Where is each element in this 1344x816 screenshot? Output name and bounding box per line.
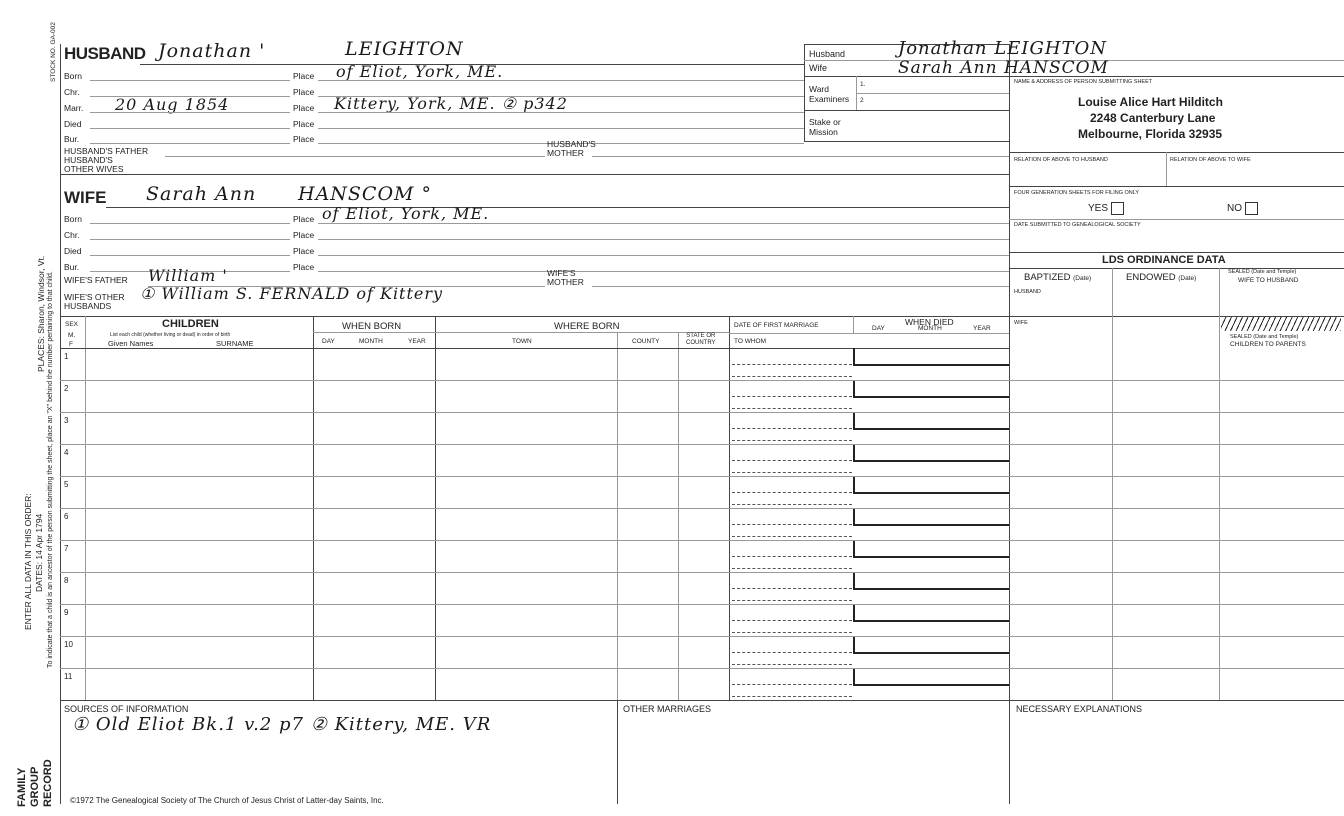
right-wife-name[interactable]: Sarah Ann HANSCOM	[898, 58, 1109, 78]
where-born-header: WHERE BORN	[554, 321, 620, 332]
husband-heading: HUSBAND	[64, 44, 146, 63]
sealed-wife-2: WIFE TO HUSBAND	[1238, 277, 1299, 284]
died-bracket	[853, 636, 1009, 654]
examiner-1[interactable]: 1.	[860, 81, 866, 88]
marriage-dash-line	[732, 460, 852, 461]
state-header: STATE OR COUNTRY	[686, 333, 716, 346]
baptized-label: BAPTIZED	[1024, 272, 1071, 283]
husband-marr-label: Marr.	[64, 103, 84, 113]
child-number: 11	[64, 672, 73, 681]
husbands-mother-label: HUSBAND'S MOTHER	[547, 139, 596, 158]
submitter-label: NAME & ADDRESS OF PERSON SUBMITTING SHEET	[1014, 79, 1153, 85]
child-number: 2	[64, 384, 69, 393]
right-section-border	[1009, 44, 1010, 804]
marriage-dash-line	[732, 652, 852, 653]
died-year-header: YEAR	[973, 325, 991, 332]
right-wife-label: Wife	[809, 63, 827, 73]
marriage-dash-line	[732, 588, 852, 589]
husband-died-label: Died	[64, 119, 82, 129]
no-label: NO	[1227, 203, 1242, 215]
yes-label: YES	[1088, 203, 1109, 215]
marriage-dash-line	[732, 492, 852, 493]
child-number: 5	[64, 480, 69, 489]
wife-bur-place-label: Place	[293, 262, 315, 272]
wife-heading: WIFE	[64, 188, 107, 207]
husband-bur-place-label: Place	[293, 134, 315, 144]
sex-m: M.	[68, 332, 76, 339]
submitter-name: Louise Alice Hart Hilditch	[1078, 95, 1223, 109]
wife-chr-label: Chr.	[64, 230, 80, 240]
died-day-header: DAY	[872, 325, 885, 332]
child-row[interactable]	[60, 412, 1009, 444]
child-row[interactable]	[60, 380, 1009, 412]
row-divider	[60, 380, 1344, 381]
to-whom-dash-line	[732, 472, 852, 473]
surname-header: SURNAME	[216, 339, 254, 348]
wife-died-label: Died	[64, 246, 82, 256]
wife-sealed-hatch	[1221, 317, 1341, 331]
when-died-header: WHEN DIED	[905, 317, 954, 327]
wifes-father-name[interactable]: William '	[148, 266, 228, 285]
marriage-dash-line	[732, 556, 852, 557]
sex-f: F	[69, 341, 73, 348]
title-group: GROUP	[29, 766, 41, 807]
children-title: CHILDREN	[162, 318, 219, 330]
child-row[interactable]	[60, 668, 1009, 700]
sealed-wife-1: SEALED (Date and Temple)	[1228, 269, 1297, 275]
sources-label: SOURCES OF INFORMATION	[64, 704, 189, 714]
row-divider	[60, 476, 1344, 477]
child-row[interactable]	[60, 572, 1009, 604]
children-instruction: List each child (whether living or dead) in order of birth	[110, 332, 231, 338]
row-divider	[60, 444, 1344, 445]
no-checkbox[interactable]	[1245, 202, 1258, 215]
marriage-dash-line	[732, 684, 852, 685]
child-number: 7	[64, 544, 69, 553]
sex-header: SEX	[65, 321, 79, 328]
husband-born-place-label: Place	[293, 71, 315, 81]
died-bracket	[853, 476, 1009, 494]
relation-husband-label: RELATION OF ABOVE TO HUSBAND	[1014, 157, 1108, 163]
died-bracket	[853, 604, 1009, 622]
right-husband-name[interactable]: Jonathan LEIGHTON	[898, 38, 1108, 59]
dates-note: DATES: 14 Apr 1794	[34, 513, 44, 592]
to-whom-dash-line	[732, 408, 852, 409]
child-ancestor-note: To indicate that a child is an ancestor of the person submitting the sheet, place an "X" behind the number pertaining to that child.	[47, 271, 54, 668]
title-family: FAMILY	[16, 767, 28, 807]
child-number: 9	[64, 608, 69, 617]
husband-bur-label: Bur.	[64, 134, 80, 144]
four-generation-label: FOUR GENERATION SHEETS FOR FILING ONLY	[1014, 190, 1140, 196]
died-bracket	[853, 348, 1009, 366]
husband-marr-place-label: Place	[293, 103, 315, 113]
baptized-header	[1024, 272, 1091, 283]
wife-surname[interactable]: HANSCOM °	[298, 183, 433, 205]
child-number: 4	[64, 448, 69, 457]
to-whom-dash-line	[732, 536, 852, 537]
child-row[interactable]	[60, 508, 1009, 540]
died-bracket	[853, 572, 1009, 590]
husband-surname[interactable]: LEIGHTON	[345, 38, 464, 60]
wife-died-place-label: Place	[293, 246, 315, 256]
marriage-dash-line	[732, 620, 852, 621]
town-header: TOWN	[512, 338, 532, 345]
title-record: RECORD	[42, 759, 54, 807]
other-marriages-label: OTHER MARRIAGES	[623, 704, 712, 714]
child-number: 8	[64, 576, 69, 585]
to-whom-dash-line	[732, 440, 852, 441]
row-divider	[60, 636, 1344, 637]
endowed-date-hint: (Date)	[1178, 275, 1197, 282]
husbands-other-wives-label: HUSBAND'S OTHER WIVES	[64, 155, 124, 174]
to-whom-dash-line	[732, 664, 852, 665]
to-whom-dash-line	[732, 632, 852, 633]
husband-given-name[interactable]: Jonathan '	[158, 40, 266, 62]
relation-wife-label: RELATION OF ABOVE TO WIFE	[1170, 157, 1251, 163]
died-month-header: MONTH	[918, 325, 942, 332]
husband-chr-place-label: Place	[293, 87, 315, 97]
lds-title: LDS ORDINANCE DATA	[1102, 254, 1226, 266]
date-submitted-label: DATE SUBMITTED TO GENEALOGICAL SOCIETY	[1014, 222, 1141, 228]
when-born-header: WHEN BORN	[342, 321, 402, 332]
submitter-street: 2248 Canterbury Lane	[1090, 111, 1216, 125]
wife-born-place-label: Place	[293, 214, 315, 224]
husbands-father-label: HUSBAND'S FATHER	[64, 146, 149, 156]
husband-died-place-label: Place	[293, 119, 315, 129]
child-row[interactable]	[60, 476, 1009, 508]
row-divider	[60, 572, 1344, 573]
baptized-date-hint: (Date)	[1073, 275, 1092, 282]
died-bracket	[853, 444, 1009, 462]
wife-born-place[interactable]: of Eliot, York, ME.	[322, 204, 490, 223]
row-divider	[60, 508, 1344, 509]
marriage-dash-line	[732, 524, 852, 525]
wifes-mother-label: WIFE'S MOTHER	[547, 268, 584, 287]
died-bracket	[853, 668, 1009, 686]
to-whom-dash-line	[732, 376, 852, 377]
ward-label: Ward	[809, 84, 829, 94]
lds-wife-label: WIFE	[1014, 320, 1028, 326]
row-divider	[60, 668, 1344, 669]
examiner-2[interactable]: 2	[860, 97, 864, 104]
marriage-dash-line	[732, 428, 852, 429]
enter-data-note: ENTER ALL DATA IN THIS ORDER:	[23, 493, 33, 630]
given-names-header: Given Names	[108, 339, 154, 348]
born-month-header: MONTH	[359, 338, 383, 345]
marriage-date[interactable]: 20 Aug 1854	[115, 95, 230, 114]
child-row[interactable]	[60, 604, 1009, 636]
wife-given-name[interactable]: Sarah Ann	[146, 183, 257, 205]
mission-label: Mission	[809, 127, 838, 137]
county-header: COUNTY	[632, 338, 660, 345]
row-divider	[60, 604, 1344, 605]
child-number: 1	[64, 352, 69, 361]
places-note: PLACES: Sharon, Windsor, Vt.	[36, 255, 46, 372]
endowed-header	[1126, 272, 1196, 283]
wife-born-label: Born	[64, 214, 82, 224]
marriage-dash-line	[732, 364, 852, 365]
husband-chr-label: Chr.	[64, 87, 80, 97]
marriage-dash-line	[732, 396, 852, 397]
right-husband-label: Husband	[809, 49, 846, 59]
no-option[interactable]	[1227, 202, 1258, 215]
necessary-explanations-label: NECESSARY EXPLANATIONS	[1016, 704, 1143, 714]
child-number: 10	[64, 640, 73, 649]
wifes-other-husbands[interactable]: ① William S. FERNALD of Kittery	[140, 284, 444, 303]
sources-text[interactable]: ① Old Eliot Bk.1 v.2 p7 ② Kittery, ME. VR	[72, 714, 492, 735]
died-bracket	[853, 412, 1009, 430]
child-row[interactable]	[60, 348, 1009, 380]
marriage-place[interactable]: Kittery, York, ME. ② p342	[334, 94, 568, 113]
row-divider	[60, 540, 1344, 541]
yes-checkbox[interactable]	[1111, 202, 1124, 215]
died-bracket	[853, 540, 1009, 558]
copyright: ©1972 The Genealogical Society of The Church of Jesus Christ of Latter-day Saints, Inc.	[70, 796, 384, 805]
row-divider	[60, 412, 1344, 413]
child-row[interactable]	[60, 636, 1009, 668]
yes-option[interactable]	[1088, 202, 1124, 215]
died-bracket	[853, 508, 1009, 526]
child-row[interactable]	[60, 444, 1009, 476]
child-number: 3	[64, 416, 69, 425]
born-day-header: DAY	[322, 338, 335, 345]
lds-husband-label: HUSBAND	[1014, 289, 1041, 295]
to-whom-dash-line	[732, 568, 852, 569]
husband-born-label: Born	[64, 71, 82, 81]
wife-chr-place-label: Place	[293, 230, 315, 240]
sealed-children-1: SEALED (Date and Temple)	[1230, 334, 1299, 340]
stock-number: STOCK NO. GA-002	[50, 22, 57, 82]
to-whom-header: TO WHOM	[734, 338, 767, 345]
wifes-other-husbands-label: WIFE'S OTHER HUSBANDS	[64, 292, 125, 311]
stake-label: Stake or	[809, 117, 841, 127]
born-year-header: YEAR	[408, 338, 426, 345]
to-whom-dash-line	[732, 600, 852, 601]
submitter-city: Melbourne, Florida 32935	[1078, 127, 1223, 141]
to-whom-dash-line	[732, 504, 852, 505]
sealed-children-2: CHILDREN TO PARENTS	[1230, 341, 1306, 348]
husband-born-place[interactable]: of Eliot, York, ME.	[336, 62, 504, 81]
endowed-label: ENDOWED	[1126, 272, 1176, 283]
child-row[interactable]	[60, 540, 1009, 572]
examiners-label: Examiners	[809, 94, 850, 104]
to-whom-dash-line	[732, 696, 852, 697]
wife-bur-label: Bur.	[64, 262, 80, 272]
wifes-father-label: WIFE'S FATHER	[64, 275, 128, 285]
child-number: 6	[64, 512, 69, 521]
first-marriage-header: DATE OF FIRST MARRIAGE	[734, 322, 819, 329]
died-bracket	[853, 380, 1009, 398]
